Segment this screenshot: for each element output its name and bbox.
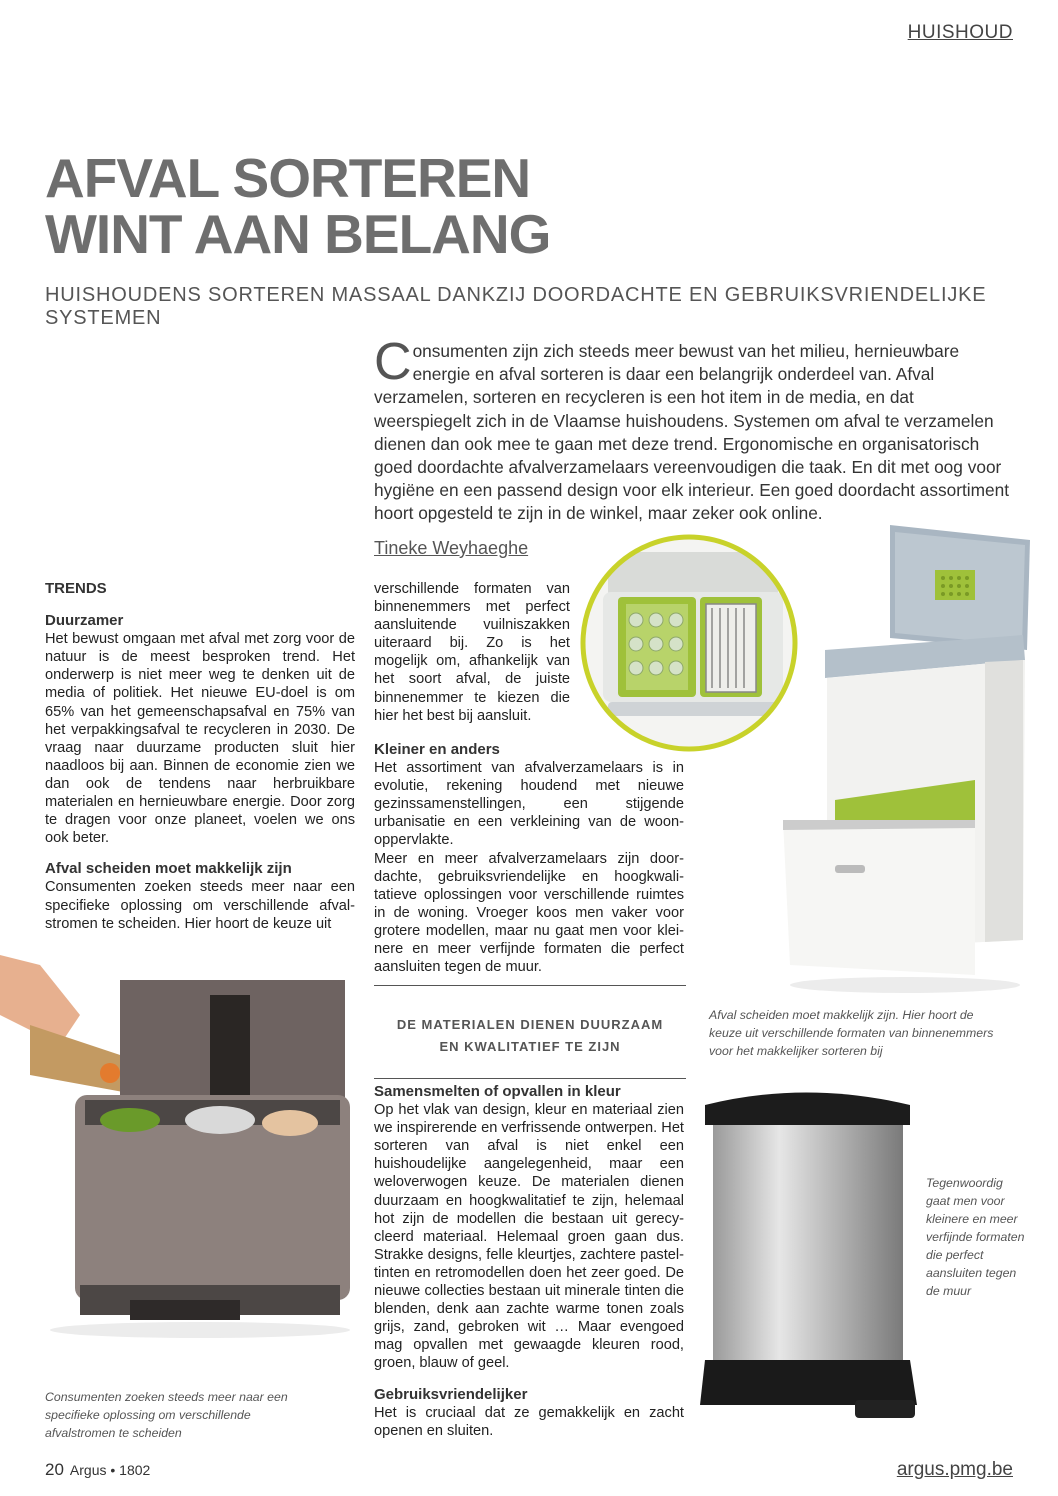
magazine-issue: Argus • 1802 [69,1462,151,1478]
caption-right-middle: Afval scheiden moet makkelijk zijn. Hier hoort de keuze uit verschillende formaten van binnenemmers voor het makkelijker sorteren bij [709,1008,994,1058]
intro-text: onsumenten zijn zich steeds meer bewust van het milieu, hernieuwbare energie en afval sorteren is daar een belangrijk onderdeel van. Afval verzamelen, sorteren en recycleren is een hot item in de media, en dat weerspiegelt zich in de Vlaamse huishoudens. Systemen om afval te verzamelen dienen dan ook mee te gaan met deze trend. Ergonomische en organisatorisch goed doordachte afvalverzamelaars vereenvoudigen die taak. En dit met oog voor hygiëne en een passend design voor elk interieur. Een goed doordacht assortiment hoort opgesteld te zijn in de winkel, maar zeker ook online. [374,341,1010,524]
title-line-2: WINT AAN BELANG [45,203,551,265]
tall-sorting-bin-image [775,520,1035,1000]
intro-paragraph [374,333,1014,526]
scheiden-text: Consumenten zoeken steeds meer naar een specifieke oplossing om verschillende afvalstromen te scheiden. Hier hoort de keuze uit [45,879,355,932]
steel-pedal-bin-image [695,1085,925,1430]
col2-cont-text: verschillende formaten van binnenemmers met perfect aansluitende vuilniszakken uiteraard bij. Zo is het mogelijk om, afhankelijk van het soort afval, de juiste binnenemmer te kiezen die hier het best bij aansluit. [374,581,570,724]
taupe-sorting-bin-image [0,955,360,1375]
pull-quote-line-2: EN KWALITATIEF TE ZIJN [439,1039,621,1054]
caption-bottom-left: Consumenten zoeken steeds meer naar een specifieke oplossing om verschillende afvalstromen te scheiden [45,1390,288,1440]
column-2-continuation [374,580,570,725]
author-byline: Tineke Weyhaeghe [374,538,529,558]
article-title [45,147,551,265]
pull-quote-line-1: DE MATERIALEN DIENEN DUURZAAM [396,1017,664,1032]
website-link[interactable]: argus.pmg.be [896,1459,1013,1480]
article-subtitle: HUISHOUDENS SORTEREN MASSAAL DANKZIJ DOORDACHTE EN GEBRUIKSVRIENDELIJKE SYSTEMEN [45,284,987,329]
drop-cap: C [374,333,412,391]
column-1 [45,580,355,933]
caption-bottom-right: Tegenwoordig gaat men voor kleinere en meer verfijnde formaten die perfect aansluiten tegen de muur [926,1176,1025,1298]
page-number: 20 [45,1460,64,1479]
gebruik-heading: Gebruiksvriendelijker [374,1385,528,1403]
title-line-1: AFVAL SORTEREN [45,147,531,209]
kleiner-text-1: Het assortiment van afvalverzamelaars is in evolutie, rekening houdend met nieuwe gezinssamenstellingen, een stijgende urbanisatie en een verkleining van de woonoppervlakte. [374,760,684,849]
samensmelten-heading: Samensmelten of opvallen in kleur [374,1083,621,1100]
column-3 [374,1083,684,1440]
kleiner-text-2: Meer en meer afvalverzamelaars zijn doordachte, gebruiksvriendelijke en hoogkwalitatieve oplossingen voor verschillende ruimtes in de woning. Vroeger koos men vaker voor grotere modellen, maar nu gaat men voor kleinere en meer verfijnde formaten die perfect aansluiten tegen de muur. [374,850,684,976]
scheiden-heading: Afval scheiden moet makkelijk zijn [45,860,292,878]
samensmelten-text: Op het vlak van design, kleur en materiaal zien we inspirerende en verfrissende ontwerpen. Het sorteren van afval is niet enkel een huishoudelijke aangelegenheid, maar een weloverwogen keuze. De materialen dienen duurzaam en hoogkwalitatief te zijn, helemaal hot zijn de modellen die bestaan uit gerecycleerd materiaal. Helemaal groen gaan dus. Strakke designs, felle kleurtjes, zachtere pasteltinten en retromodellen doen het zeer goed. De nieuwe collecties bestaan uit minerale tinten die blenden, denk aan zachte warme tonen zoals grijs, zand, gebroken wit … Maar evengoed mag opvallen met gewaagde kleuren rood, groen, blauw of geel. [374,1102,684,1372]
duurzamer-heading: Duurzamer [45,612,124,630]
trends-heading: TRENDS [45,580,107,597]
kleiner-heading: Kleiner en anders [374,741,500,758]
footer-page-info [45,1460,150,1480]
duurzamer-text: Het bewust omgaan met afval met zorg voor de natuur is de meest besproken trend. Het onderwerp is niet meer weg te denken uit de media of politiek. Het nieuwe EU-doel is om 65% van het gemeenschapsafval en 75% van het verpakkingsafval te recycleren in 2030. De vraag naar duurzame producten sluit hier naadloos bij aan. Binnen de economie zien we dan ook de tendens naar herbruikbare materialen en hernieuwbare energie. Door zorg te dragen voor onze planeet, voelen we ons ook beter. [45,631,355,847]
column-2-kleiner [374,741,684,976]
pull-quote [374,985,686,1079]
section-tag: HUISHOUD [907,22,1013,43]
gebruik-text: Het is cruciaal dat ze gemakkelijk en zacht openen en sluiten. [374,1404,684,1439]
bin-interior-image [578,532,800,754]
